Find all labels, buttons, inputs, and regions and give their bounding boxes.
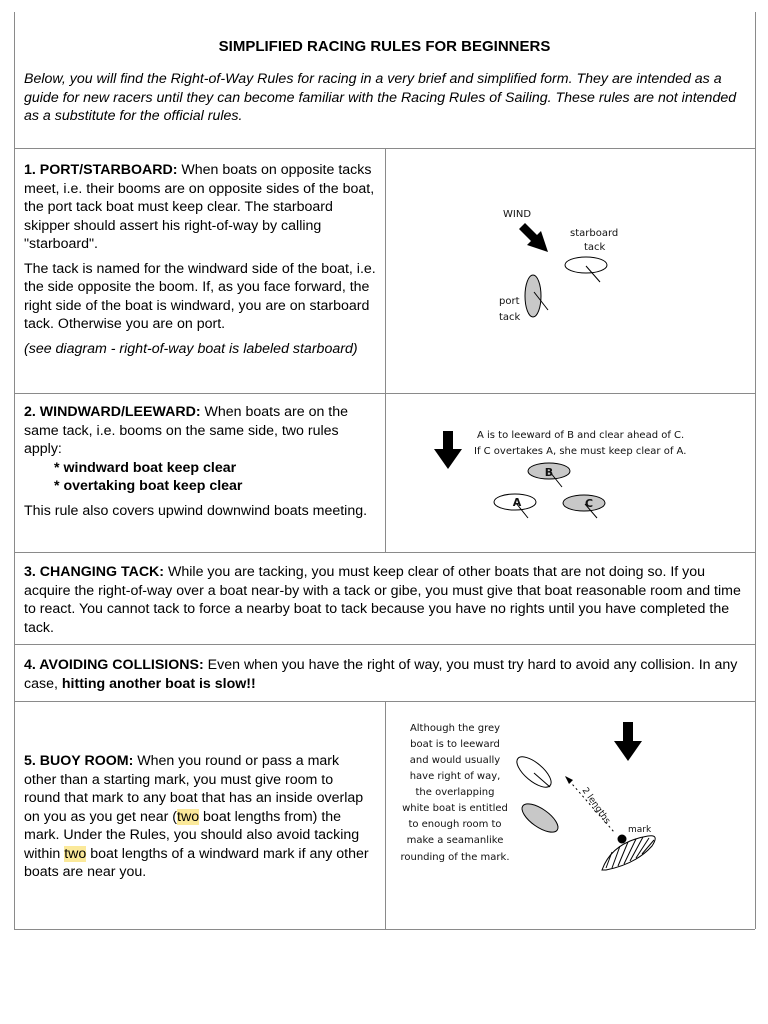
caption-line: Although the grey bbox=[409, 723, 501, 734]
section-heading: 2. WINDWARD/LEEWARD: bbox=[24, 404, 201, 420]
diagram-caption: If C overtakes A, she must keep clear of A. bbox=[474, 446, 687, 457]
highlighted-word: two bbox=[177, 808, 200, 825]
wind-label: WIND bbox=[503, 209, 532, 220]
mark-label: mark bbox=[628, 825, 652, 835]
caption-line: make a seamanlike bbox=[406, 835, 504, 846]
section-heading: 4. AVOIDING COLLISIONS: bbox=[24, 657, 204, 673]
section-text: The tack is named for the windward side of the boat, i.e. the side opposite the boom. If, as you face forward, the right side of the boat is windward, you are on starboard tack. Otherwise you are on port. bbox=[24, 260, 376, 332]
port-label-tack: tack bbox=[499, 312, 521, 323]
boat-c-label: C bbox=[584, 497, 594, 510]
wind-arrow-icon bbox=[614, 722, 642, 761]
diagram-caption bbox=[400, 723, 509, 863]
page-title: SIMPLIFIED RACING RULES FOR BEGINNERS bbox=[218, 38, 551, 55]
caption-line: have right of way, bbox=[409, 771, 501, 782]
grey-boat bbox=[518, 799, 563, 838]
lengths-label: 2 lengths bbox=[579, 785, 612, 827]
rule-windward: * windward boat keep clear bbox=[54, 459, 237, 476]
starboard-label: starboard bbox=[570, 228, 619, 239]
mark-buoy bbox=[618, 835, 627, 844]
section-heading: 1. PORT/STARBOARD: bbox=[24, 162, 178, 178]
section-heading: 5. BUOY ROOM: bbox=[24, 753, 134, 769]
section-text: Even when you have the right of way, you must try hard to avoid any collision. In any case, bbox=[24, 657, 738, 692]
boat-a-label: A bbox=[512, 496, 522, 509]
caption-line: to enough room to bbox=[408, 819, 502, 830]
section-text: While you are tacking, you must keep clear of other boats that are not doing so. If you acquire the right-of-way over a boat near-by with a tack or gibe, you must give that boat reasonable room and time to react. You cannot tack to force a nearby boat to tack because you have no rights until you have completed the tack. bbox=[24, 564, 741, 636]
section-text: When boats on opposite tacks meet, i.e. their booms are on opposite sides of the boat, the port tack boat must keep clear. The starboard skipper should assert his right-of-way by calling "starboard". bbox=[24, 162, 375, 252]
caption-line: rounding of the mark. bbox=[400, 852, 510, 863]
section-text: When boats are on the same tack, i.e. booms on the same side, two rules apply: bbox=[24, 404, 349, 457]
caption-line: and would usually bbox=[409, 755, 501, 766]
caption-line: boat is to leeward bbox=[410, 739, 500, 750]
intro-paragraph: Below, you will find the Right-of-Way Rules for racing in a very brief and simplified form. They are intended as a guide for new racers until they can become familiar with the Racing Rules of Sailing. These rules are not intended as a substitute for the official rules. bbox=[24, 71, 737, 124]
section-text: boat lengths from) the mark. Under the Rules, you should also avoid tacking within bbox=[24, 808, 360, 862]
diagram-caption: A is to leeward of B and clear ahead of C. bbox=[477, 430, 685, 441]
caption-line: the overlapping bbox=[415, 787, 495, 798]
caption-line: white boat is entitled bbox=[402, 803, 508, 814]
section-text: boat lengths of a windward mark if any other boats are near you. bbox=[24, 845, 369, 880]
section-heading: 3. CHANGING TACK: bbox=[24, 564, 165, 580]
boat-b-label: B bbox=[544, 466, 554, 479]
highlighted-word: two bbox=[64, 845, 87, 862]
rule-overtaking: * overtaking boat keep clear bbox=[54, 478, 243, 494]
port-label: port bbox=[499, 296, 520, 307]
section-emphasis: hitting another boat is slow!! bbox=[61, 675, 256, 692]
section-text: This rule also covers upwind downwind boats meeting. bbox=[24, 502, 368, 519]
starboard-label-tack: tack bbox=[584, 242, 606, 253]
section-text: When you round or pass a mark other than a starting mark, you must give room to round that mark to any boat that has an inside overlap on you as you get near ( bbox=[24, 753, 364, 825]
arrow-head-icon bbox=[565, 776, 573, 784]
section-note: (see diagram - right-of-way boat is labeled starboard) bbox=[24, 340, 358, 357]
